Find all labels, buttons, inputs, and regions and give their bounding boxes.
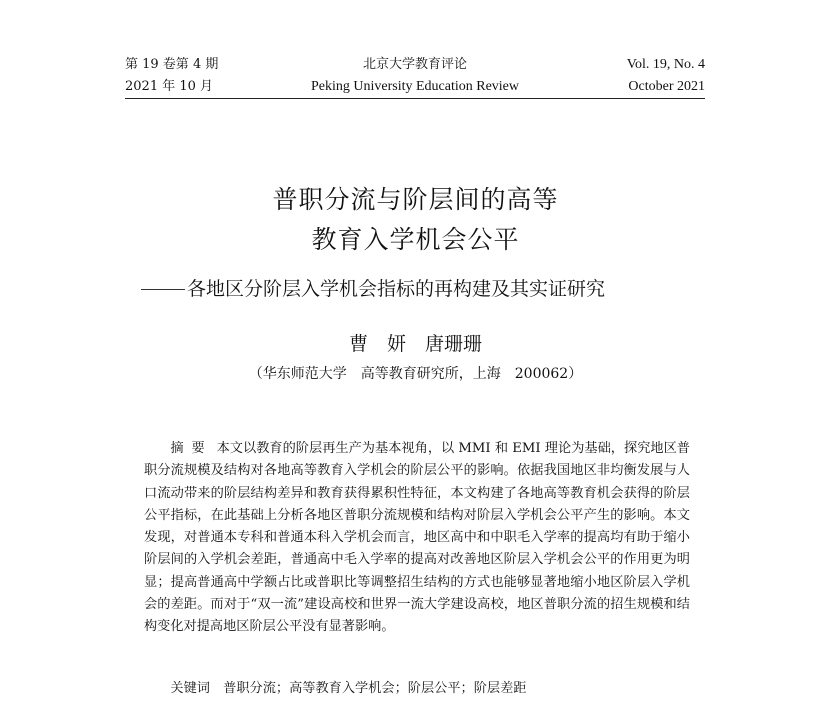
issue-date: 2021 年 10 月 bbox=[125, 79, 214, 94]
volume-issue-en: Vol. 19, No. 4 bbox=[626, 57, 705, 72]
abstract-label: 摘要 bbox=[170, 441, 213, 456]
abstract bbox=[144, 438, 690, 639]
article-title bbox=[0, 180, 831, 260]
keywords bbox=[144, 678, 690, 700]
journal-name bbox=[125, 54, 705, 98]
volume-issue: 第 19 卷第 4 期 bbox=[125, 57, 219, 72]
subtitle-dash bbox=[141, 289, 185, 290]
abstract-text: 本文以教育的阶层再生产为基本视角，以 MMI 和 EMI 理论为基础，探究地区普职分流规模及结构对各地高等教育入学机会的阶层公平的影响。依据我国地区非均衡发展与人口流动带来的阶层结构差异和教育获得累积性特征，本文构建了各地高等教育机会获得的阶层公平指标，在此基础上分析各地区普职分流规模和结构对阶层入学机会公平产生的影响。本文发现，对普通本专科和普通本科入学机会而言，地区高中和中职毛入学率的提高均有助于缩小阶层间的入学机会差距，普通高中毛入学率的提高对改善地区阶层入学机会公平的作用更为明显；提高普通高中学额占比或普职比等调整招生结构的方式也能够显著地缩小地区阶层入学机会的差距。而对于“双一流”建设高校和世界一流大学建设高校，地区普职分流的招生规模和结构变化对提高地区阶层公平没有显著影响。 bbox=[144, 441, 690, 635]
issue-date-en: October 2021 bbox=[628, 79, 705, 94]
journal-name-en: Peking University Education Review bbox=[310, 79, 520, 94]
article-subtitle bbox=[141, 276, 605, 302]
title-line-1: 普职分流与阶层间的高等 bbox=[272, 185, 559, 214]
keywords-label: 关键词 bbox=[170, 681, 210, 696]
keywords-text: 普职分流；高等教育入学机会；阶层公平；阶层差距 bbox=[223, 681, 527, 696]
title-line-2: 教育入学机会公平 bbox=[311, 225, 520, 254]
journal-name-cn: 北京大学教育评论 bbox=[362, 57, 467, 72]
subtitle-text: 各地区分阶层入学机会指标的再构建及其实证研究 bbox=[187, 278, 606, 300]
affiliation: （华东师范大学 高等教育研究所，上海 200062） bbox=[248, 366, 583, 382]
journal-header bbox=[125, 52, 705, 99]
authors: 曹 妍 唐珊珊 bbox=[348, 333, 482, 355]
issue-info-en bbox=[627, 54, 705, 98]
